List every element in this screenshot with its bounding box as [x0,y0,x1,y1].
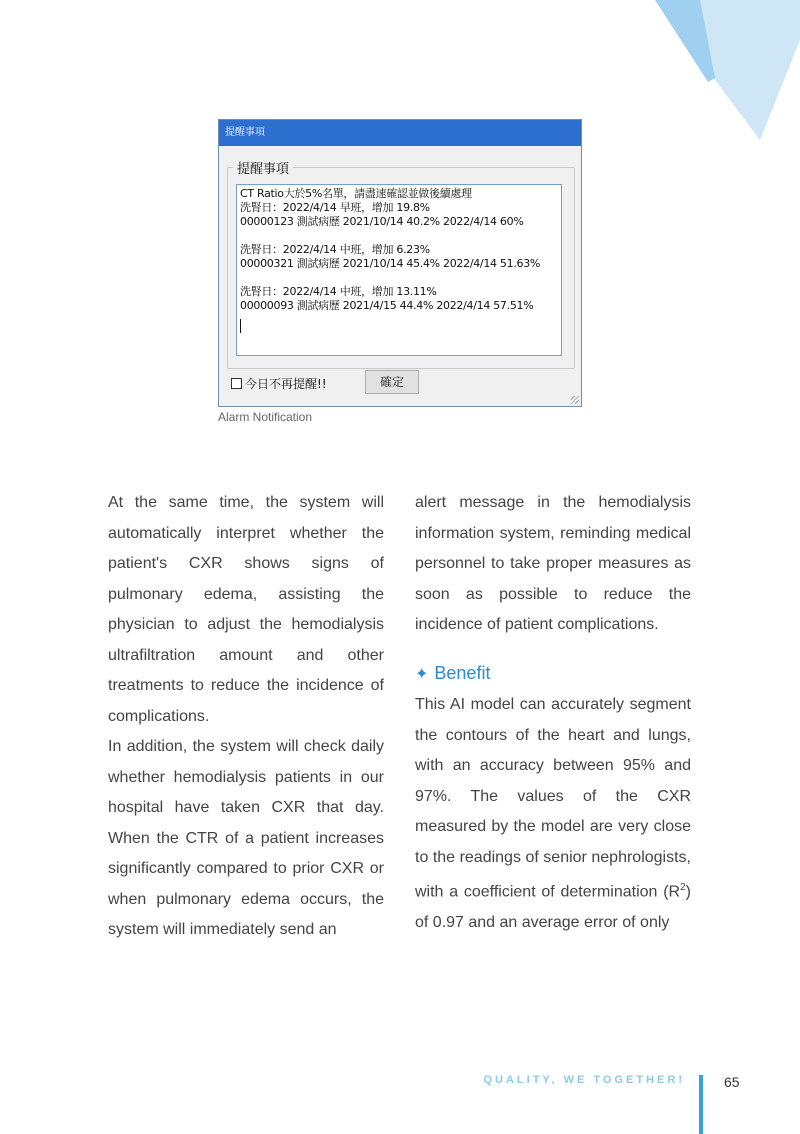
sparkle-icon: ✦ [415,665,429,683]
benefit-heading [415,658,691,691]
confirm-button[interactable]: 確定 [365,370,419,394]
page-number: 65 [724,1074,740,1090]
reminder-line: 洗腎日：2022/4/14 早班，增加 19.8% [240,201,430,214]
reminder-textarea[interactable] [236,184,562,356]
checkbox-label: 今日不再提醒!! [245,377,327,391]
footer-slogan: QUALITY, WE TOGETHER! [483,1074,685,1086]
dialog-title: 提醒事項 [219,120,581,146]
paragraph-text: This AI model can accurately segment the contours of the heart and lungs, with an accuracy between 95% and 97%. The values of the CXR measured by the model are very close to the readings of senior nephrologists, with a coefficient of determination (R [415,696,691,901]
paragraph-text: ) of 0.97 and an average error of only [415,883,691,931]
checkbox-box[interactable] [231,378,242,389]
left-column [108,488,384,946]
right-paragraph-1: alert message in the hemodialysis information system, reminding medical personnel to take proper measures as soon as possible to reduce the incidence of patient complications. [415,494,691,633]
reminder-line: 洗腎日：2022/4/14 中班，增加 13.11% [240,285,437,298]
superscript: 2 [680,882,686,893]
figure-caption: Alarm Notification [218,410,313,424]
reminder-line: 00000123 測試病歷 2021/10/14 40.2% 2022/4/14 60% [240,215,524,228]
reminder-line: CT Ratio大於5%名單，請盡速確認並做後續處理 [240,187,472,200]
resize-grip-icon[interactable] [571,396,579,404]
alarm-dialog [218,119,582,407]
groupbox-label: 提醒事項 [233,158,293,177]
reminder-line: 洗腎日：2022/4/14 中班，增加 6.23% [240,243,430,256]
benefit-heading-text: Benefit [434,662,491,683]
right-paragraph-2 [415,690,691,938]
reminder-line [240,271,558,285]
reminder-line: 00000093 測試病歷 2021/4/15 44.4% 2022/4/14 57.51% [240,299,534,312]
left-paragraph-1: At the same time, the system will automatically interpret whether the patient's CXR shows signs of pulmonary edema, assisting the physician to adjust the hemodialysis ultrafiltration amount and other treatments to reduce the incidence of complications. [108,494,384,725]
reminder-line: 00000321 測試病歷 2021/10/14 45.4% 2022/4/14 51.63% [240,257,541,270]
dont-remind-checkbox[interactable] [231,375,327,392]
left-paragraph-2: In addition, the system will check daily whether hemodialysis patients in our hospital have taken CXR that day. When the CTR of a patient increases significantly compared to prior CXR or when pulmonary edema occurs, the system will immediately send an [108,738,384,938]
right-column [415,488,691,938]
text-caret [240,319,241,333]
reminder-line [240,229,558,243]
footer-divider [699,1075,703,1134]
